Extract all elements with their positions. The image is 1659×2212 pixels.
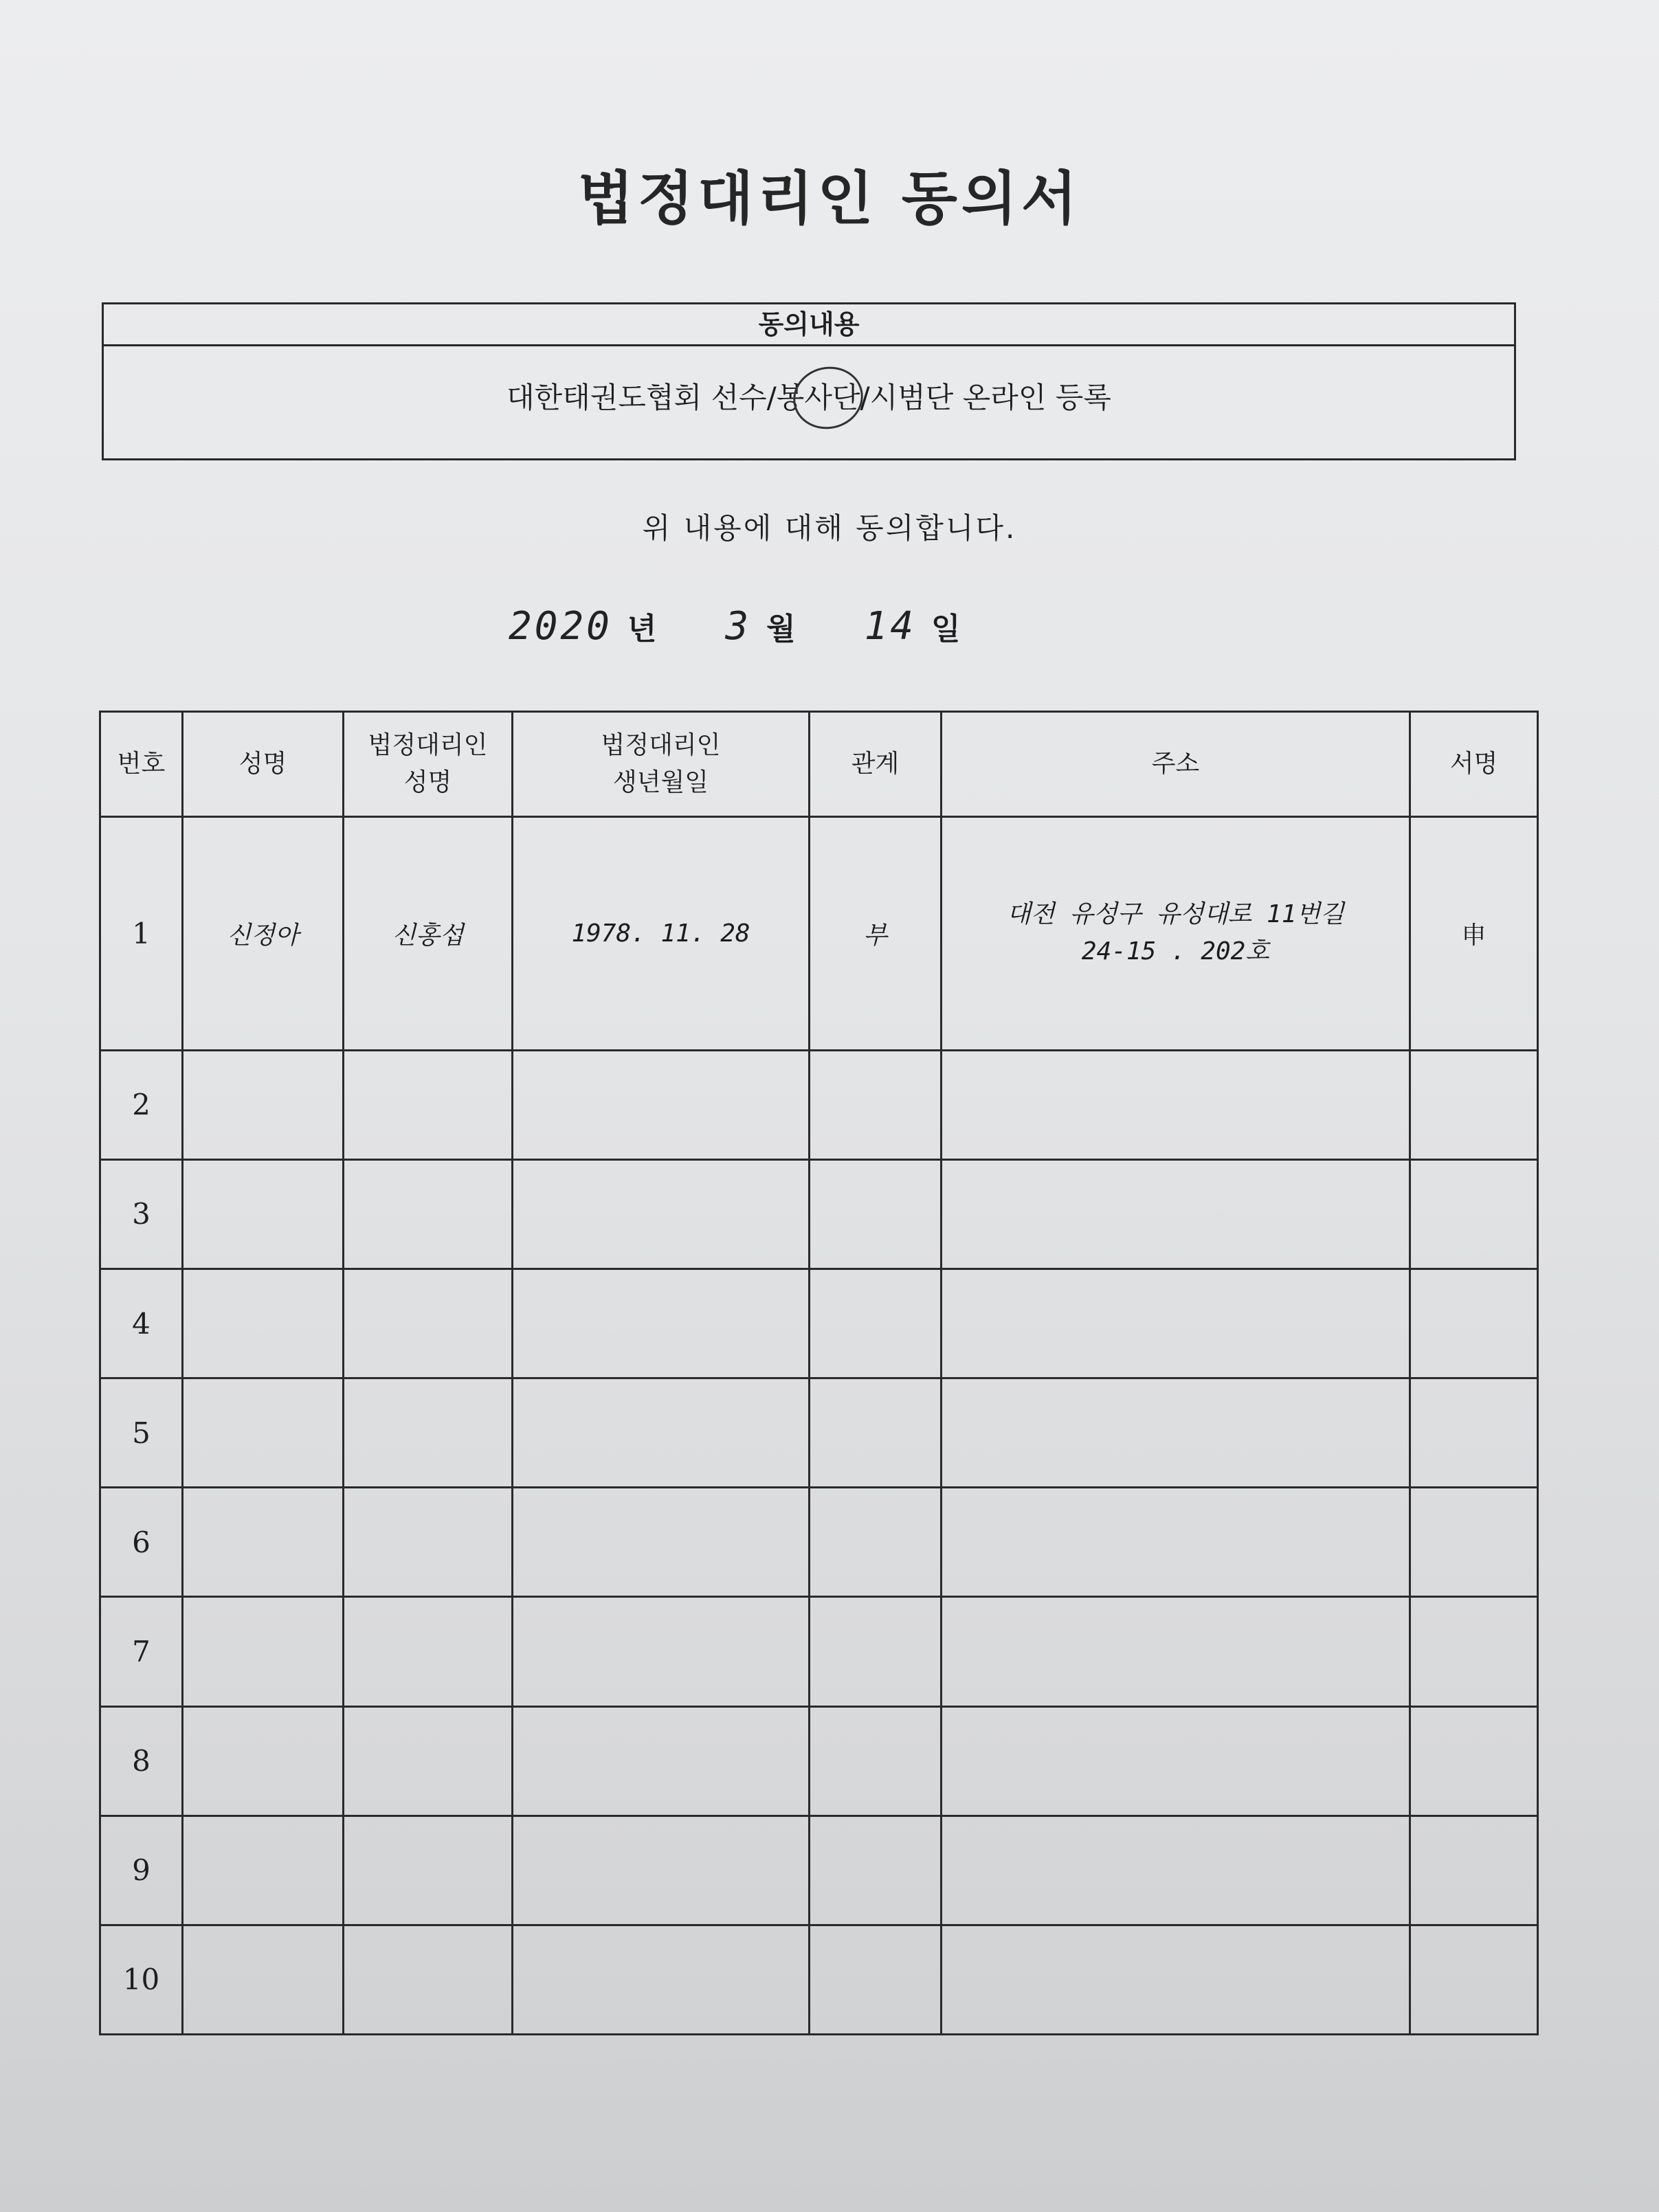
row-name bbox=[183, 1050, 344, 1159]
table-row bbox=[100, 1488, 1538, 1597]
row-guardian-name bbox=[344, 1488, 513, 1597]
row-signature: 申 bbox=[1410, 817, 1538, 1051]
row-guardian-birth bbox=[513, 1816, 810, 1925]
table-row bbox=[100, 1378, 1538, 1488]
row-address bbox=[942, 1706, 1410, 1816]
row-guardian-name bbox=[344, 1378, 513, 1488]
row-number: 2 bbox=[100, 1050, 183, 1159]
row-signature bbox=[1410, 1925, 1538, 2034]
row-name bbox=[183, 1159, 344, 1269]
table-row bbox=[100, 1050, 1538, 1159]
row-number: 5 bbox=[100, 1378, 183, 1488]
table-row bbox=[100, 817, 1538, 1051]
row-guardian-name bbox=[344, 1925, 513, 2034]
row-guardian-birth bbox=[513, 1269, 810, 1378]
header-relation: 관계 bbox=[810, 712, 942, 817]
date-year-unit: 년 bbox=[627, 612, 657, 647]
row-guardian-name bbox=[344, 1159, 513, 1269]
row-relation bbox=[810, 1378, 942, 1488]
header-guardian-birth-line1: 법정대리인 bbox=[601, 731, 721, 759]
date-day-unit: 일 bbox=[931, 612, 961, 647]
row-guardian-name bbox=[344, 1706, 513, 1816]
row-relation bbox=[810, 1597, 942, 1706]
row-guardian-birth bbox=[513, 1925, 810, 2034]
row-relation bbox=[810, 1925, 942, 2034]
row-number: 9 bbox=[100, 1816, 183, 1925]
row-signature bbox=[1410, 1816, 1538, 1925]
row-guardian-name bbox=[344, 1597, 513, 1706]
row-signature bbox=[1410, 1378, 1538, 1488]
row-number: 10 bbox=[100, 1925, 183, 2034]
hand-drawn-circle-mark bbox=[788, 360, 869, 435]
table-row bbox=[100, 1925, 1538, 2034]
header-signature: 서명 bbox=[1410, 712, 1538, 817]
row-signature bbox=[1410, 1269, 1538, 1378]
row-address bbox=[942, 1597, 1410, 1706]
consent-text: 대한태권도협회 선수/봉사단/시범단 온라인 등록 bbox=[506, 381, 1111, 414]
consent-heading: 동의내용 bbox=[104, 304, 1514, 346]
row-address bbox=[942, 817, 1410, 1051]
date-day: 14 bbox=[864, 603, 917, 649]
row-name bbox=[183, 1816, 344, 1925]
row-guardian-name: 신홍섭 bbox=[344, 817, 513, 1051]
row-name bbox=[183, 1597, 344, 1706]
row-guardian-birth bbox=[513, 1378, 810, 1488]
row-guardian-name bbox=[344, 1050, 513, 1159]
document-title: 법정대리인 동의서 bbox=[577, 164, 1082, 232]
date-year: 2020 bbox=[509, 603, 612, 649]
header-guardian-name-line2: 성명 bbox=[403, 768, 452, 796]
row-address-line1: 대전 유성구 유성대로 11번길 bbox=[1007, 900, 1344, 929]
row-signature bbox=[1410, 1706, 1538, 1816]
table-row bbox=[100, 1816, 1538, 1925]
row-relation bbox=[810, 1816, 942, 1925]
row-address bbox=[942, 1269, 1410, 1378]
table-row bbox=[100, 1706, 1538, 1816]
row-signature bbox=[1410, 1050, 1538, 1159]
row-name bbox=[183, 1925, 344, 2034]
row-address bbox=[942, 1159, 1410, 1269]
row-name bbox=[183, 1488, 344, 1597]
row-number: 7 bbox=[100, 1597, 183, 1706]
row-number: 6 bbox=[100, 1488, 183, 1597]
row-guardian-birth bbox=[513, 1159, 810, 1269]
row-signature bbox=[1410, 1597, 1538, 1706]
row-address bbox=[942, 1050, 1410, 1159]
header-guardian-name bbox=[344, 712, 513, 817]
row-number: 3 bbox=[100, 1159, 183, 1269]
row-address bbox=[942, 1925, 1410, 2034]
header-name: 성명 bbox=[183, 712, 344, 817]
row-name bbox=[183, 1706, 344, 1816]
row-relation bbox=[810, 1159, 942, 1269]
row-relation bbox=[810, 1269, 942, 1378]
row-address bbox=[942, 1488, 1410, 1597]
row-signature bbox=[1410, 1488, 1538, 1597]
header-number: 번호 bbox=[100, 712, 183, 817]
row-guardian-birth bbox=[513, 1050, 810, 1159]
header-guardian-birth bbox=[513, 712, 810, 817]
consent-content-box bbox=[102, 302, 1516, 460]
row-guardian-birth bbox=[513, 1706, 810, 1816]
row-number: 4 bbox=[100, 1269, 183, 1378]
header-guardian-birth-line2: 생년월일 bbox=[612, 768, 709, 796]
consent-text-area bbox=[104, 346, 1514, 449]
row-number: 1 bbox=[100, 817, 183, 1051]
row-relation bbox=[810, 1050, 942, 1159]
row-guardian-birth bbox=[513, 1488, 810, 1597]
header-address: 주소 bbox=[942, 712, 1410, 817]
table-row bbox=[100, 1159, 1538, 1269]
row-address bbox=[942, 1816, 1410, 1925]
agreement-statement: 위 내용에 대해 동의합니다. bbox=[642, 511, 1017, 545]
guardian-roster-table bbox=[99, 711, 1539, 2035]
row-guardian-name bbox=[344, 1816, 513, 1925]
table-row bbox=[100, 1269, 1538, 1378]
row-relation bbox=[810, 1706, 942, 1816]
row-guardian-birth bbox=[513, 1597, 810, 1706]
row-signature bbox=[1410, 1159, 1538, 1269]
row-relation: 부 bbox=[810, 817, 942, 1051]
row-name: 신정아 bbox=[183, 817, 344, 1051]
row-address-line2: 24-15 . 202호 bbox=[1081, 937, 1270, 966]
row-address bbox=[942, 1378, 1410, 1488]
row-number: 8 bbox=[100, 1706, 183, 1816]
row-guardian-name bbox=[344, 1269, 513, 1378]
table-header-row bbox=[100, 712, 1538, 817]
row-name bbox=[183, 1269, 344, 1378]
header-guardian-name-line1: 법정대리인 bbox=[368, 731, 488, 759]
date-row bbox=[509, 595, 1029, 657]
row-guardian-birth: 1978. 11. 28 bbox=[513, 817, 810, 1051]
date-month: 3 bbox=[725, 603, 752, 649]
date-month-unit: 월 bbox=[766, 612, 796, 647]
row-name bbox=[183, 1378, 344, 1488]
row-relation bbox=[810, 1488, 942, 1597]
table-row bbox=[100, 1597, 1538, 1706]
